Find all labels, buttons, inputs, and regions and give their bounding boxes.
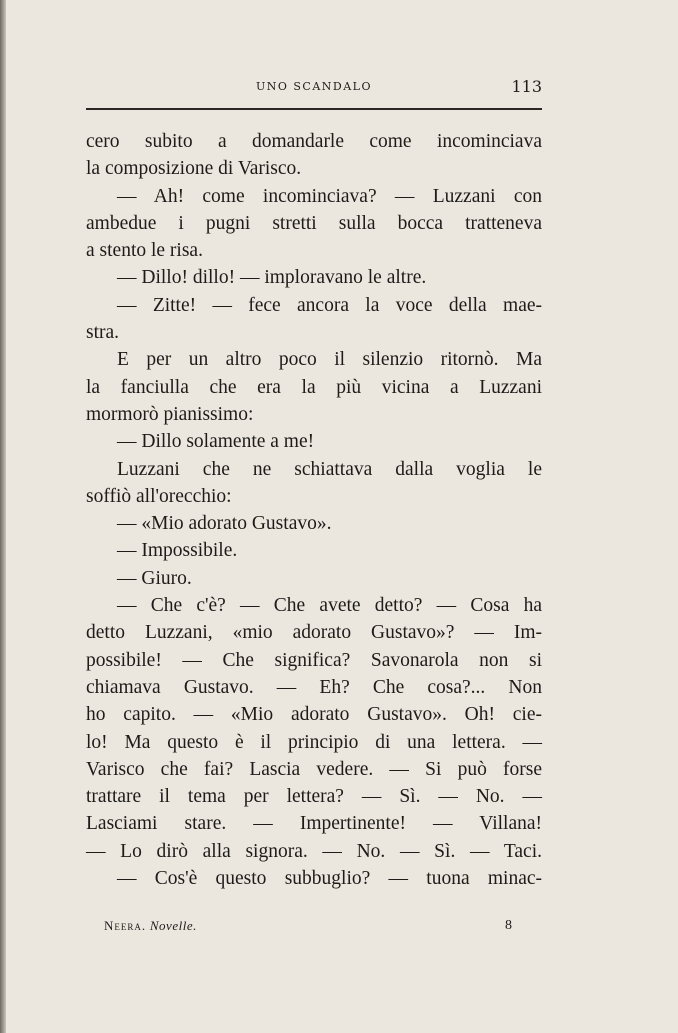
text-line: E per un altro poco il silenzio ritornò. Ma (117, 349, 542, 371)
text-line: a stento le risa. (86, 240, 203, 262)
text-line: — Giuro. (117, 567, 192, 589)
running-header (86, 77, 542, 100)
text-line: — Cos'è questo subbuglio? — tuona minac- (117, 868, 542, 890)
page-gutter-shadow (0, 0, 6, 1033)
running-title: UNO SCANDALO (255, 80, 373, 93)
text-line: — Impossibile. (117, 540, 238, 562)
text-line: lo! Ma questo è il principio di una lettera. — (86, 731, 542, 753)
signature-mark: 8 (505, 918, 512, 933)
text-line: — Lo dirò alla signora. — No. — Sì. — Taci. (86, 840, 542, 862)
text-line: la fanciulla che era la più vicina a Luzzani (86, 376, 542, 398)
text-line: Lasciami stare. — Impertinente! — Villana! (86, 813, 542, 835)
text-line: Luzzani che ne schiattava dalla voglia le (117, 458, 542, 480)
page-number: 113 (511, 77, 542, 96)
author-name: Neera. (104, 918, 147, 933)
text-line: Varisco che fai? Lascia vedere. — Si può forse (86, 758, 542, 780)
header-rule (86, 108, 542, 110)
text-line: chiamava Gustavo. — Eh? Che cosa?... Non (86, 676, 542, 698)
text-line: detto Luzzani, «mio adorato Gustavo»? — Im- (86, 622, 542, 644)
text-line: — «Mio adorato Gustavo». (117, 513, 332, 535)
text-line: — Dillo solamente a me! (117, 431, 315, 453)
text-line: possibile! — Che significa? Savonarola non si (86, 649, 542, 671)
text-line: la composizione di Varisco. (86, 158, 302, 180)
work-title: Novelle. (149, 918, 197, 933)
text-line: — Che c'è? — Che avete detto? — Cosa ha (117, 595, 542, 617)
text-line: — Ah! come incominciava? — Luzzani con (117, 185, 542, 207)
text-line: stra. (86, 322, 120, 344)
book-signature (104, 918, 197, 934)
page-footer (86, 918, 542, 938)
text-line: ambedue i pugni stretti sulla bocca tratteneva (86, 212, 542, 234)
text-line: trattare il tema per lettera? — Sì. — No. — (86, 786, 542, 808)
text-line: — Zitte! — fece ancora la voce della mae- (117, 294, 542, 316)
text-line: — Dillo! dillo! — imploravano le altre. (117, 267, 427, 289)
text-line: soffiò all'orecchio: (86, 485, 232, 507)
text-line: cero subito a domandarle come incominciava (86, 131, 542, 152)
text-line: mormorò pianissimo: (86, 403, 254, 425)
text-line: ho capito. — «Mio adorato Gustavo». Oh! cie- (86, 704, 542, 726)
body-text (86, 128, 542, 892)
